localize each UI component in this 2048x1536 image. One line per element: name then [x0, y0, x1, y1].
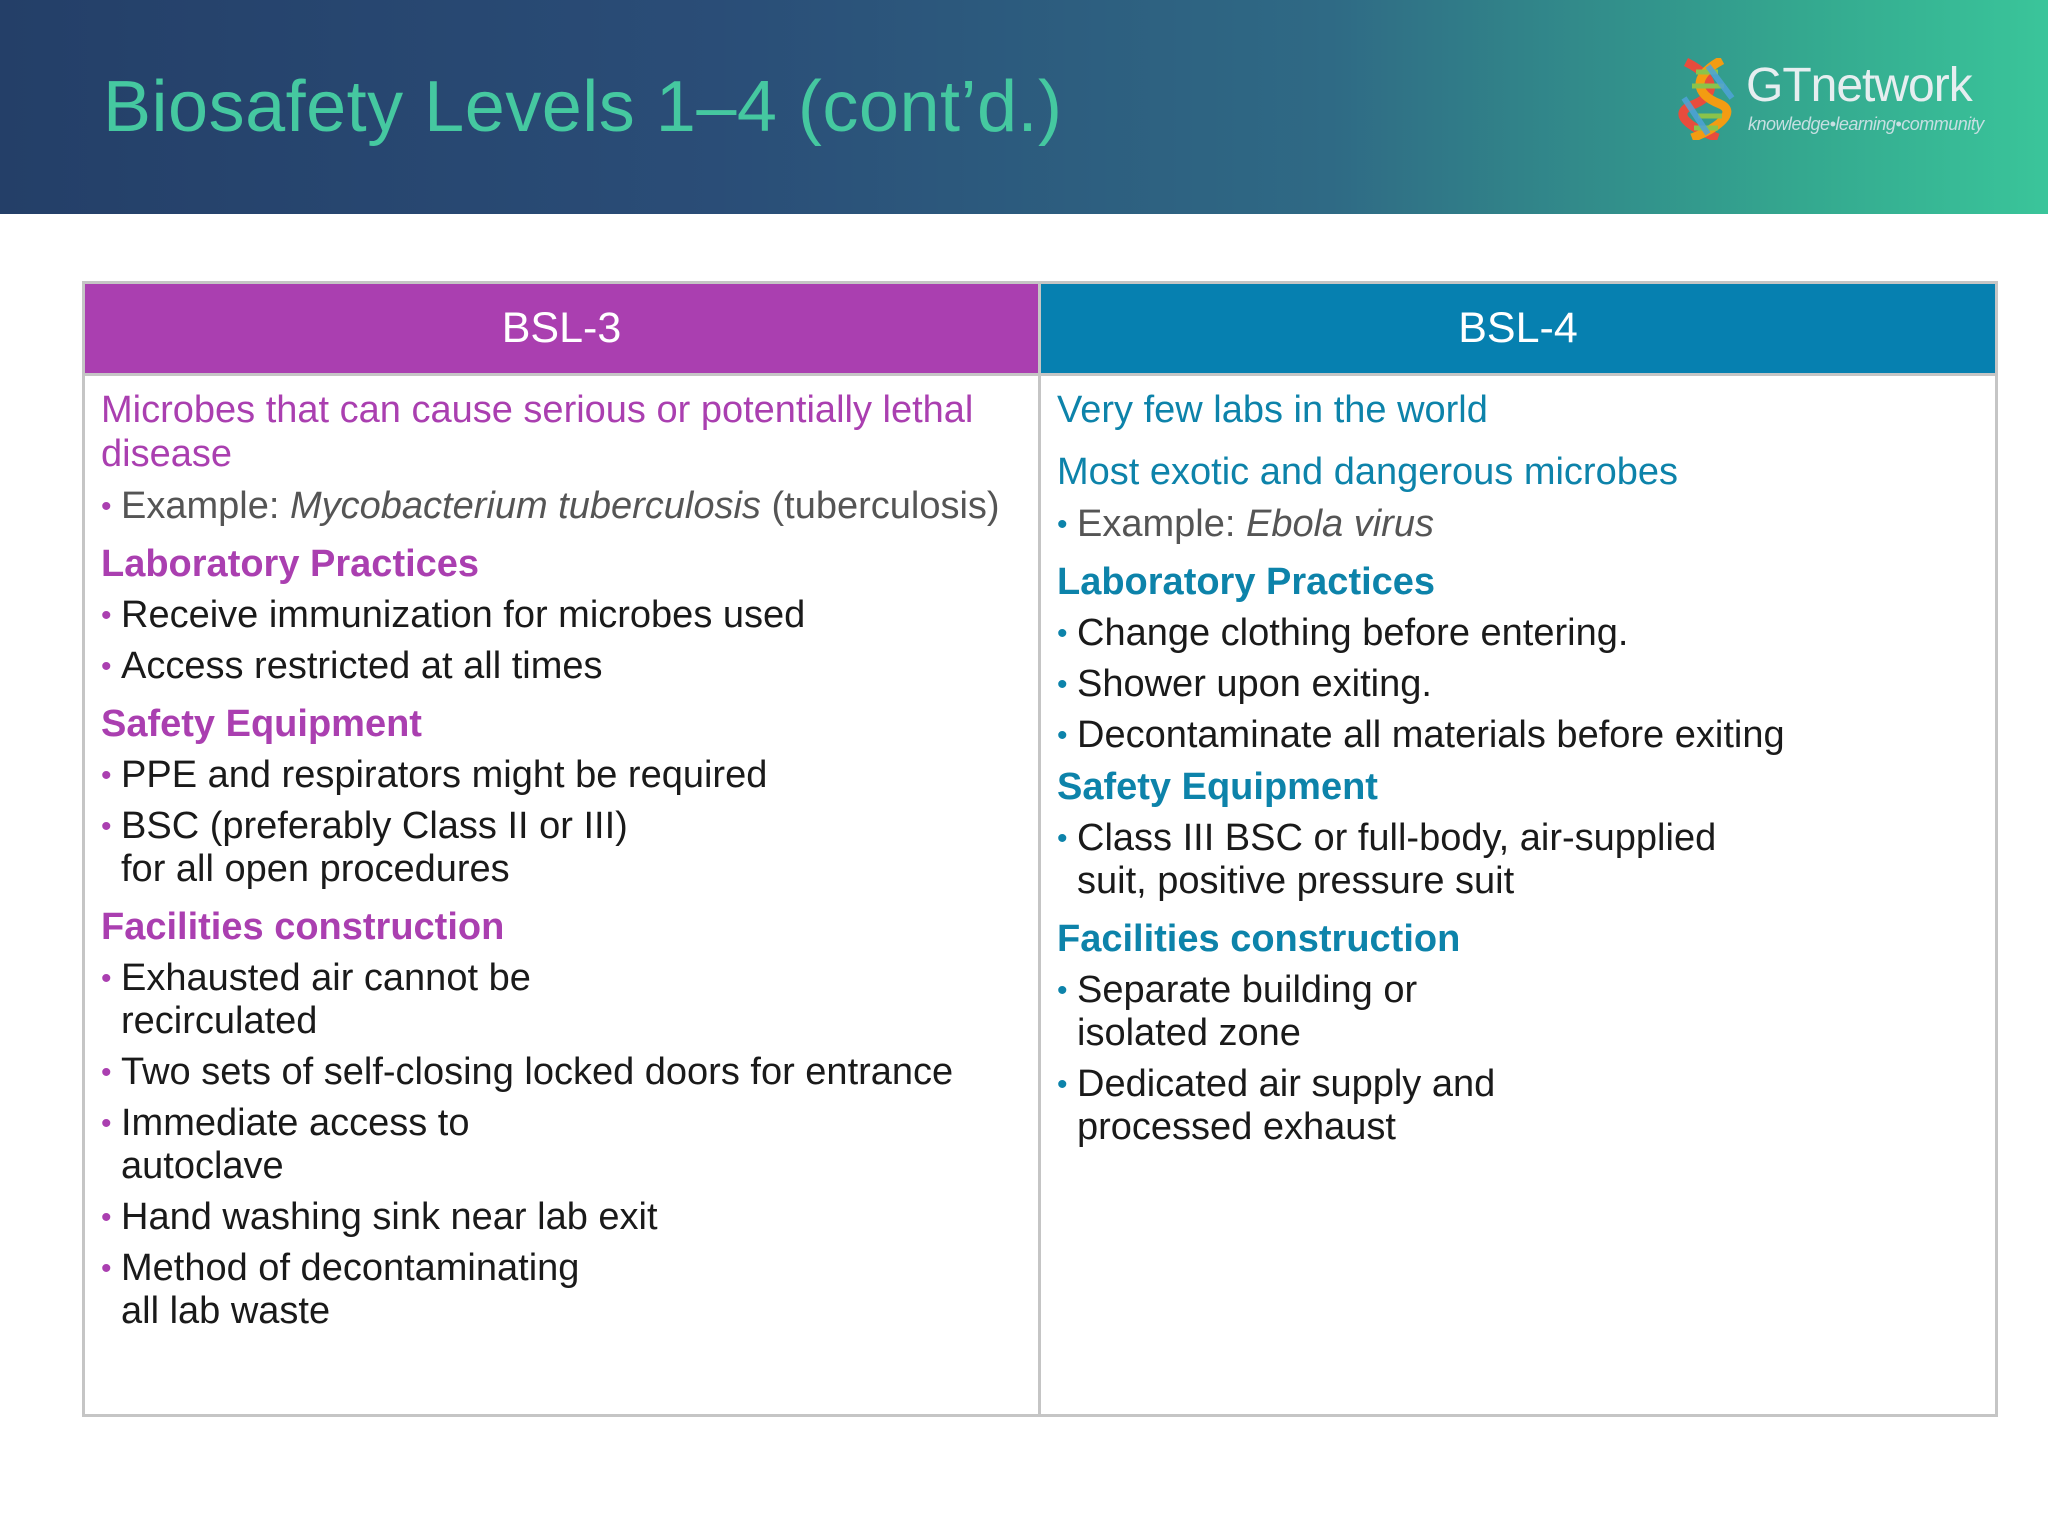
bsl3-body — [85, 376, 1038, 1333]
bullet-icon: • — [101, 490, 112, 523]
bullet-icon: • — [101, 1056, 112, 1089]
list-item: • Two sets of self-closing locked doors for entrance — [101, 1051, 954, 1093]
list-item: • Decontaminate all materials before exiting — [1057, 714, 1785, 756]
bsl4-heading: BSL-4 — [1041, 284, 1995, 376]
list-item: • Exhausted air cannot be recirculated — [101, 957, 531, 1042]
list-item: • Access restricted at all times — [101, 645, 603, 687]
bsl3-example: • Example: Mycobacterium tuberculosis (tuberculosis) — [101, 485, 1000, 527]
bullet-icon: • — [101, 1107, 112, 1140]
bullet-icon: • — [1057, 1068, 1068, 1101]
bullet-icon: • — [1057, 719, 1068, 752]
list-item: • Shower upon exiting. — [1057, 663, 1432, 705]
example-organism: Ebola virus — [1245, 503, 1434, 545]
list-item: • BSC (preferably Class II or III) for all open procedures — [101, 805, 628, 890]
bullet-icon: • — [101, 962, 112, 995]
bsl4-practices-title: Laboratory Practices — [1057, 561, 1436, 603]
example-organism: Mycobacterium tuberculosis — [289, 485, 761, 527]
bsl4-intro-2: Most exotic and dangerous microbes — [1057, 451, 1678, 493]
list-item: • Class III BSC or full-body, air-supplied suit, positive pressure suit — [1057, 817, 1717, 902]
bullet-icon: • — [101, 1252, 112, 1285]
bullet-icon: • — [1057, 617, 1068, 650]
bsl3-heading: BSL-3 — [85, 284, 1038, 376]
bullet-icon: • — [1057, 668, 1068, 701]
list-item: • PPE and respirators might be required — [101, 754, 768, 796]
bullet-icon: • — [101, 810, 112, 843]
bullet-icon: • — [1057, 974, 1068, 1007]
list-item: • Change clothing before entering. — [1057, 612, 1629, 654]
bsl3-facilities-title: Facilities construction — [101, 906, 505, 948]
bsl3-column — [85, 284, 1041, 1414]
bullet-icon: • — [1057, 508, 1068, 541]
bsl4-intro-1: Very few labs in the world — [1057, 389, 1488, 431]
bullet-icon: • — [1057, 822, 1068, 855]
bsl4-column — [1041, 284, 1995, 1414]
bullet-icon: • — [101, 599, 112, 632]
bsl3-equipment-title: Safety Equipment — [101, 703, 422, 745]
bsl3-practices-title: Laboratory Practices — [101, 543, 480, 585]
slide-header — [0, 0, 2048, 214]
list-item: • Separate building or isolated zone — [1057, 969, 1418, 1054]
list-item: • Immediate access to autoclave — [101, 1102, 470, 1187]
logo-wordmark: GTnetwork — [1746, 59, 1972, 112]
bullet-icon: • — [101, 759, 112, 792]
bullet-icon: • — [101, 1201, 112, 1234]
bsl4-facilities-title: Facilities construction — [1057, 918, 1461, 960]
bsl4-body — [1041, 376, 1995, 1149]
comparison-table — [82, 281, 1998, 1417]
list-item: • Dedicated air supply and processed exhaust — [1057, 1063, 1496, 1148]
bsl4-equipment-title: Safety Equipment — [1057, 766, 1378, 808]
gtnetwork-logo — [1678, 56, 1984, 146]
list-item: • Hand washing sink near lab exit — [101, 1196, 658, 1238]
bsl4-example: • Example: Ebola virus — [1057, 503, 1434, 545]
logo-tagline: knowledge•learning•community — [1748, 114, 1984, 134]
list-item: • Method of decontaminating all lab waste — [101, 1247, 580, 1332]
dna-helix-icon — [1678, 58, 1742, 140]
list-item: • Receive immunization for microbes used — [101, 594, 806, 636]
bsl3-intro: Microbes that can cause serious or potentially lethal disease — [101, 389, 974, 475]
slide-title: Biosafety Levels 1–4 (cont’d.) — [103, 67, 1063, 147]
bullet-icon: • — [101, 650, 112, 683]
